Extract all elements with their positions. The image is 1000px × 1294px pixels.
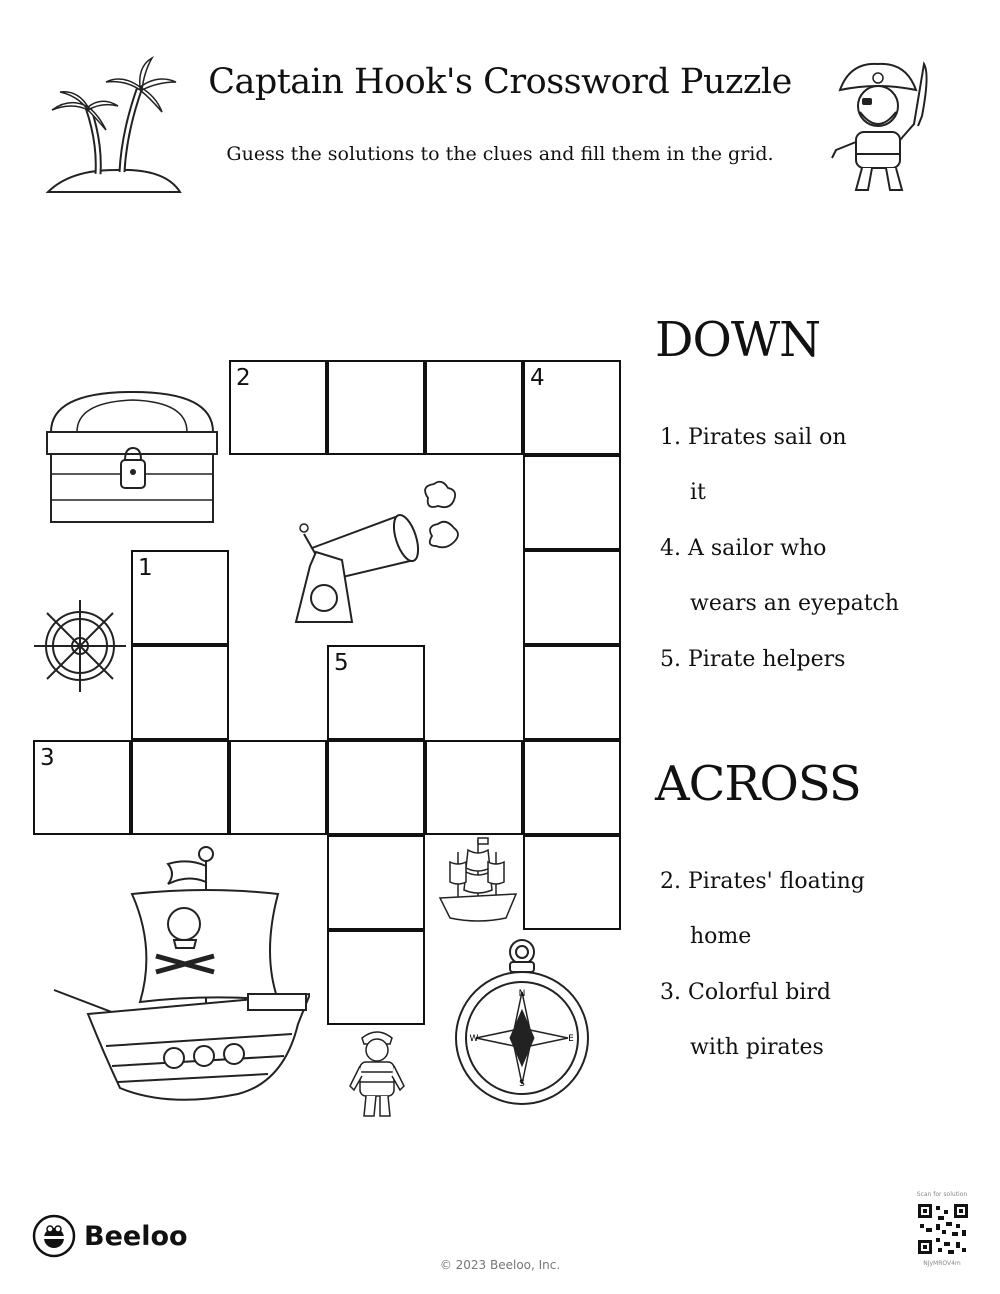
instructions: Guess the solutions to the clues and fill them in the grid.: [226, 143, 774, 165]
clue-num: 4.: [660, 536, 681, 561]
grid-cell[interactable]: [327, 740, 425, 835]
grid-cell[interactable]: [327, 645, 425, 740]
compass-illustration: [452, 934, 592, 1106]
clue-num: 3.: [660, 980, 681, 1005]
clue-text: Colorful bird: [688, 980, 831, 1005]
compass-e-label: E: [568, 1034, 574, 1044]
grid-cell[interactable]: [33, 740, 131, 835]
pirate-ship-illustration: [48, 844, 310, 1114]
clue-text: A sailor who: [688, 536, 827, 561]
grid-cell[interactable]: [523, 645, 621, 740]
small-pirate-illustration: [344, 1026, 410, 1120]
grid-cell[interactable]: [523, 360, 621, 455]
clue-number: 3: [40, 745, 55, 771]
palm-island-illustration: [40, 52, 190, 197]
small-galleon-illustration: [436, 834, 521, 926]
qr-caption: Scan for solution: [916, 1191, 968, 1198]
across-heading: ACROSS: [655, 756, 861, 812]
down-clue-5: [660, 632, 960, 687]
bee-icon: [32, 1214, 76, 1258]
across-clue-3: [660, 965, 960, 1075]
treasure-chest-illustration: [45, 388, 220, 526]
grid-cell[interactable]: [327, 930, 425, 1025]
page-title: Captain Hook's Crossword Puzzle: [208, 62, 792, 102]
clue-number: 5: [334, 650, 349, 676]
clue-text: Pirate helpers: [688, 647, 846, 672]
clue-text-cont: it: [690, 480, 706, 505]
grid-cell[interactable]: [131, 740, 229, 835]
qr-code-icon[interactable]: [916, 1202, 970, 1256]
grid-cell[interactable]: [327, 360, 425, 455]
brand-name: Beeloo: [84, 1220, 188, 1252]
grid-cell[interactable]: [327, 835, 425, 930]
down-clue-4: [660, 521, 960, 631]
clue-num: 2.: [660, 869, 681, 894]
down-clue-1: [660, 410, 960, 520]
beeloo-logo: [32, 1214, 188, 1258]
copyright: © 2023 Beeloo, Inc.: [439, 1258, 561, 1272]
clue-text-cont: home: [690, 924, 752, 949]
grid-cell[interactable]: [131, 550, 229, 645]
pirate-captain-illustration: [822, 54, 942, 199]
clue-number: 2: [236, 365, 251, 391]
grid-cell[interactable]: [229, 360, 327, 455]
grid-cell[interactable]: [425, 360, 523, 455]
clue-number: 1: [138, 555, 153, 581]
grid-cell[interactable]: [523, 740, 621, 835]
clue-num: 5.: [660, 647, 681, 672]
grid-cell[interactable]: [523, 455, 621, 550]
clue-text: Pirates' floating: [688, 869, 865, 894]
compass-w-label: W: [469, 1034, 479, 1044]
cannon-illustration: [290, 480, 470, 630]
clue-text-cont: wears an eyepatch: [690, 591, 900, 616]
clue-number: 4: [530, 365, 545, 391]
grid-cell[interactable]: [523, 835, 621, 930]
compass-s-label: S: [519, 1079, 525, 1089]
clue-num: 1.: [660, 425, 681, 450]
ship-wheel-illustration: [30, 596, 130, 696]
grid-cell[interactable]: [523, 550, 621, 645]
clue-text: Pirates sail on: [688, 425, 847, 450]
grid-cell[interactable]: [131, 645, 229, 740]
grid-cell[interactable]: [425, 740, 523, 835]
clue-text-cont: with pirates: [690, 1035, 824, 1060]
down-heading: DOWN: [655, 312, 821, 368]
across-clue-2: [660, 854, 960, 964]
qr-code-id: NJyMROV4m: [923, 1260, 961, 1267]
grid-cell[interactable]: [229, 740, 327, 835]
compass-n-label: N: [518, 989, 526, 999]
